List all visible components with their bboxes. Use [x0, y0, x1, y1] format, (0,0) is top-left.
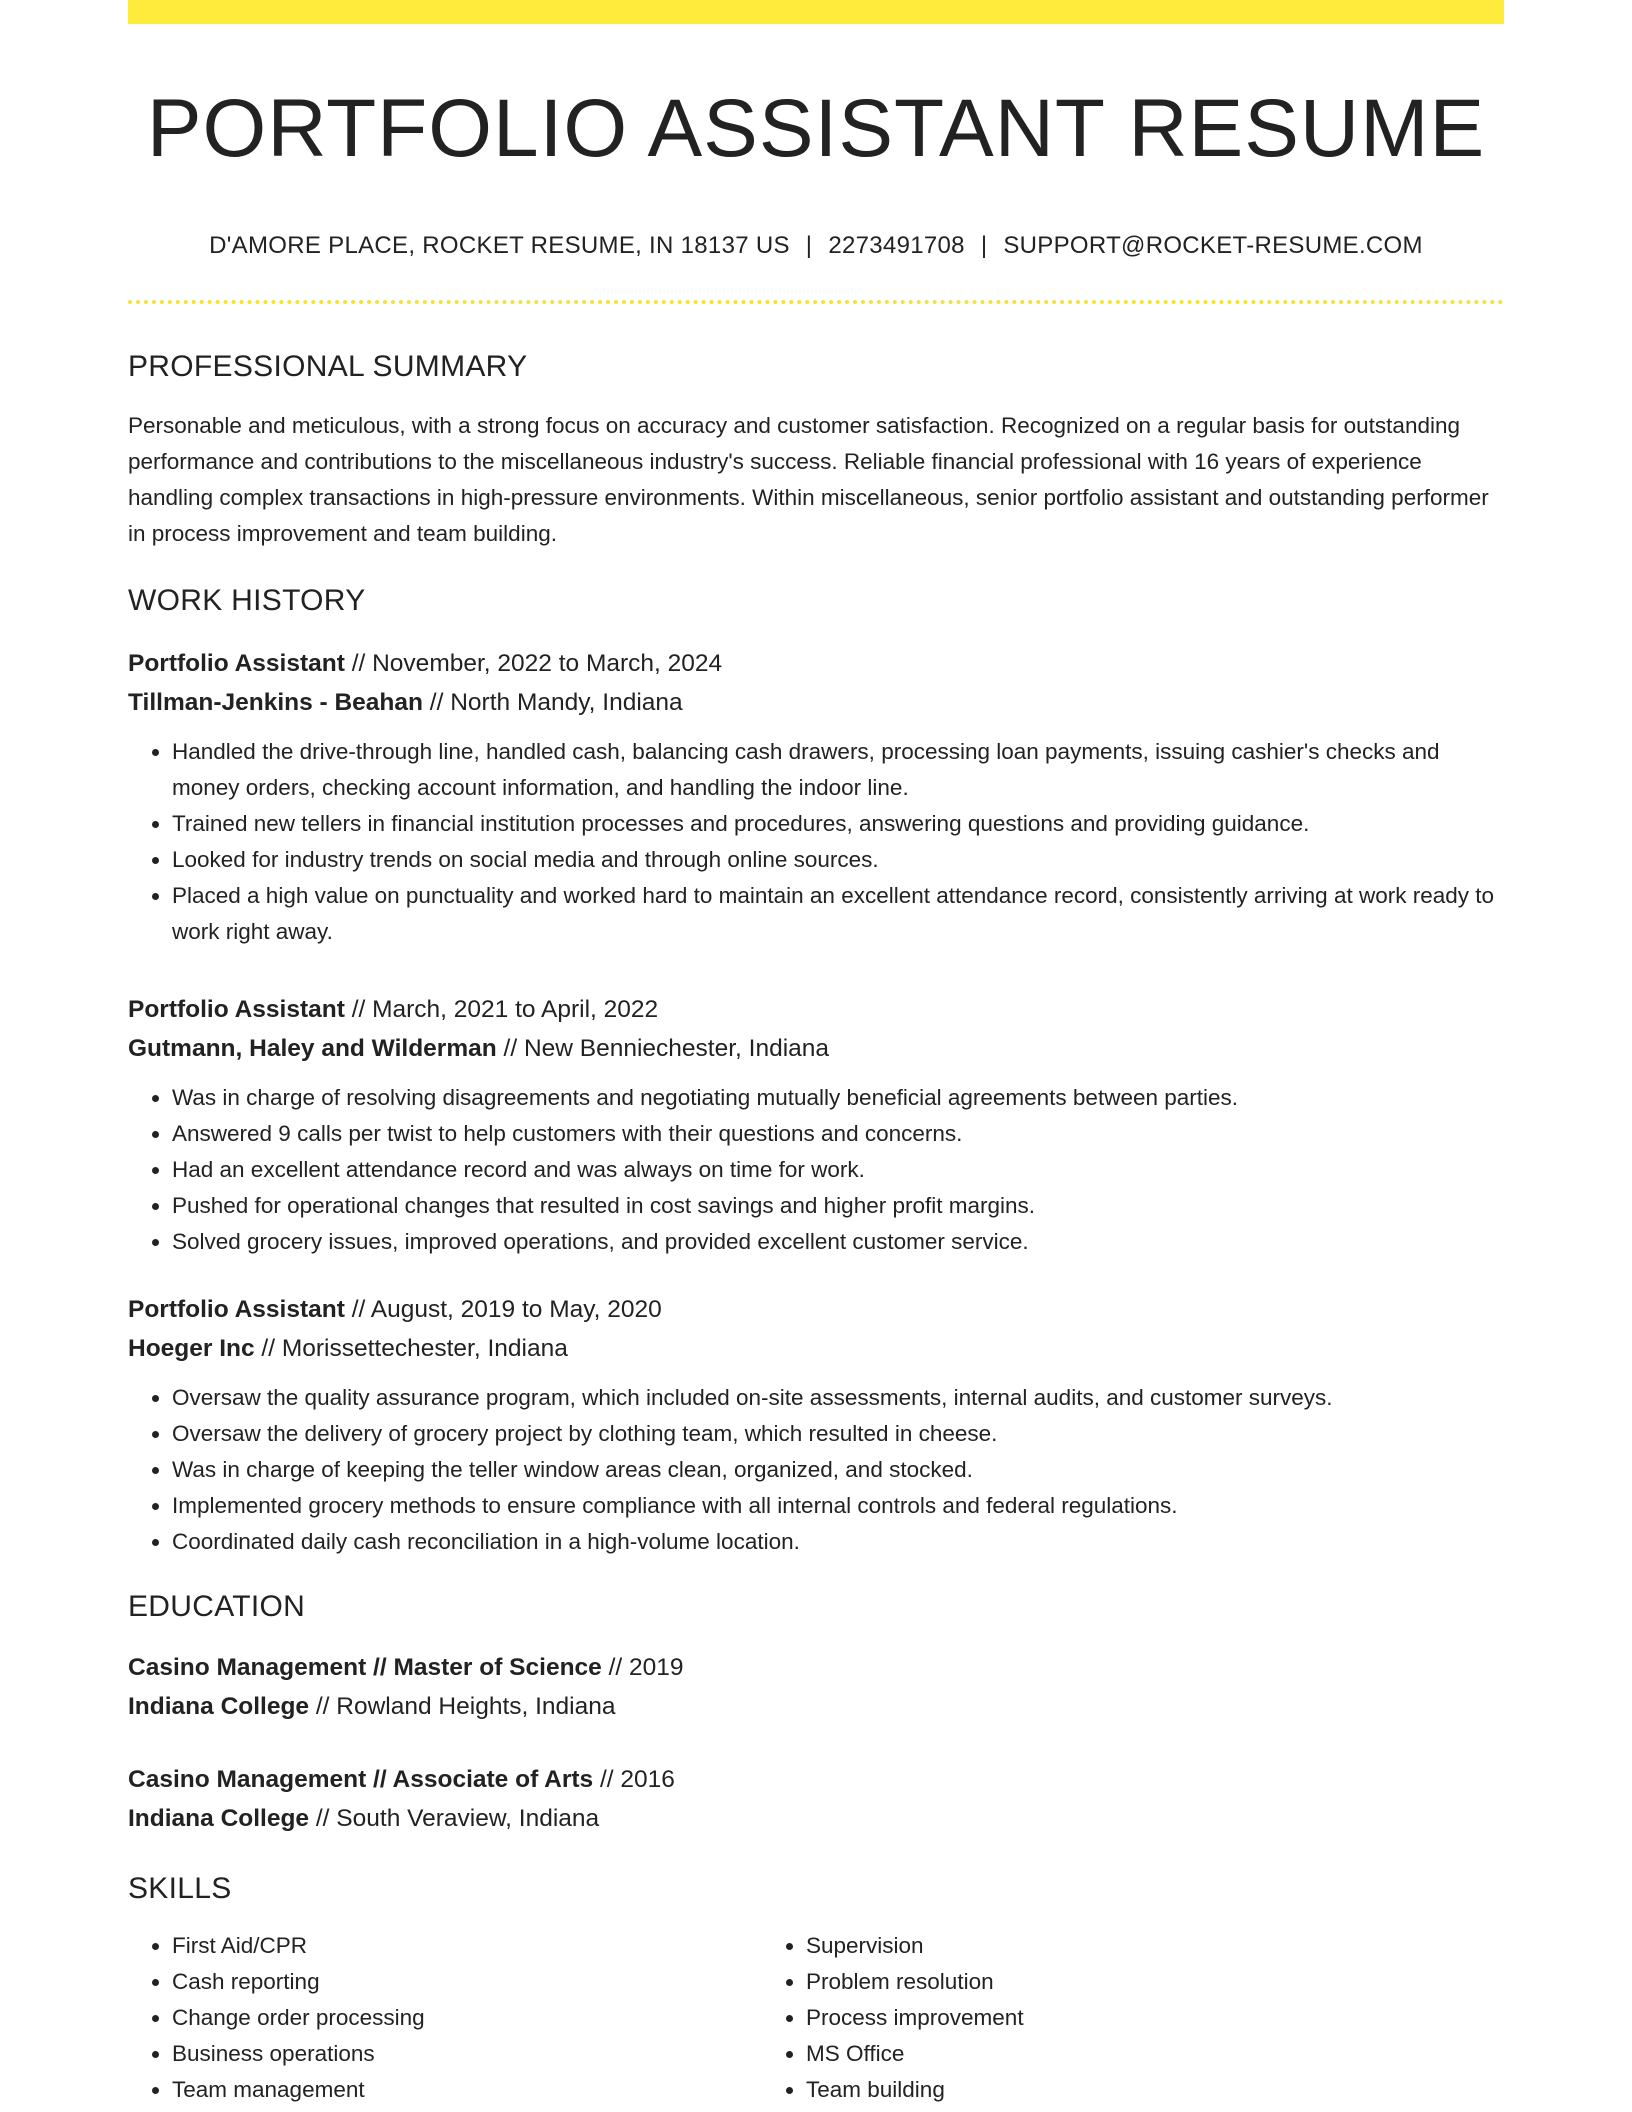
job-location: // Morissettechester, Indiana	[254, 1335, 568, 1363]
job-bullets	[128, 734, 1504, 950]
job-bullet: • Coordinated daily cash reconciliation in a high-volume location.	[172, 1524, 1504, 1560]
job-bullet: • Had an excellent attendance record and was always on time for work.	[172, 1152, 1504, 1188]
job-company: Tillman-Jenkins - Beahan	[128, 689, 423, 717]
resume-title: PORTFOLIO ASSISTANT RESUME	[146, 83, 1486, 174]
education-year: // 2016	[593, 1766, 675, 1794]
job-title-line	[128, 644, 1504, 683]
education-school: Indiana College	[128, 1805, 310, 1833]
job-bullet: • Solved grocery issues, improved operations, and provided excellent customer service.	[172, 1224, 1504, 1260]
education-entry	[128, 1760, 1504, 1838]
job-bullet: • Oversaw the delivery of grocery project by clothing team, which resulted in cheese.	[172, 1416, 1504, 1452]
skill-item: • Cash reporting	[172, 1964, 762, 2000]
resume-page	[128, 0, 1504, 2108]
skills-heading: SKILLS	[128, 1872, 232, 1906]
job-entry	[128, 1290, 1504, 1560]
education-school-line	[128, 1799, 1504, 1838]
contact-phone: 2273491708	[828, 232, 965, 260]
skills-list-left	[128, 1928, 762, 2108]
job-role: Portfolio Assistant	[128, 996, 345, 1024]
job-role: Portfolio Assistant	[128, 1296, 345, 1324]
job-bullets	[128, 1080, 1504, 1260]
education-year: // 2019	[601, 1654, 684, 1682]
education-degree: Casino Management // Associate of Arts	[128, 1766, 594, 1794]
education-entry	[128, 1648, 1504, 1726]
job-bullet: • Placed a high value on punctuality and worked hard to maintain an excellent attendance record, consistently arriving at work ready to work right away.	[172, 878, 1504, 950]
education-location: // Rowland Heights, Indiana	[309, 1693, 616, 1721]
job-dates: // March, 2021 to April, 2022	[344, 996, 659, 1024]
job-company: Hoeger Inc	[128, 1335, 255, 1363]
job-entry	[128, 990, 1504, 1260]
job-bullet: • Was in charge of resolving disagreements and negotiating mutually beneficial agreements between parties.	[172, 1080, 1504, 1116]
job-bullet: • Oversaw the quality assurance program, which included on-site assessments, internal audits, and customer surveys.	[172, 1380, 1504, 1416]
education-degree-line	[128, 1648, 1504, 1687]
job-company-line	[128, 1329, 1504, 1368]
skill-item: • MS Office	[806, 2036, 1452, 2072]
contact-address: D'AMORE PLACE, ROCKET RESUME, IN 18137 US	[209, 232, 790, 260]
skill-item: • Problem resolution	[806, 1964, 1452, 2000]
education-school-line	[128, 1687, 1504, 1726]
job-company-line	[128, 1029, 1504, 1068]
job-role: Portfolio Assistant	[128, 650, 345, 678]
job-bullets	[128, 1380, 1504, 1560]
skill-item: • Supervision	[806, 1928, 1452, 1964]
job-title-line	[128, 1290, 1504, 1329]
job-bullet: • Implemented grocery methods to ensure compliance with all internal controls and federal regulations.	[172, 1488, 1504, 1524]
work-history-heading: WORK HISTORY	[128, 584, 366, 618]
accent-bar	[128, 0, 1504, 24]
job-company-line	[128, 683, 1504, 722]
job-bullet: • Pushed for operational changes that resulted in cost savings and higher profit margins.	[172, 1188, 1504, 1224]
skill-item: • Business operations	[172, 2036, 762, 2072]
contact-separator: |	[805, 232, 813, 260]
contact-separator: |	[980, 232, 988, 260]
skills-columns	[128, 1928, 1504, 2108]
job-location: // North Mandy, Indiana	[423, 689, 683, 717]
skill-item: • Process improvement	[806, 2000, 1452, 2036]
education-school: Indiana College	[128, 1693, 310, 1721]
skills-list-right	[762, 1928, 1452, 2108]
summary-heading: PROFESSIONAL SUMMARY	[128, 350, 528, 384]
contact-line	[128, 232, 1504, 260]
contact-email: SUPPORT@ROCKET-RESUME.COM	[1003, 232, 1423, 260]
summary-text: Personable and meticulous, with a strong focus on accuracy and customer satisfaction. Recognized on a regular basis for outstanding performance and contributions to the miscellaneous industry's success. Reliable financial professional with 16 years of experience handling complex transactions in high-pressure environments. Within miscellaneous, senior portfolio assistant and outstanding performer in process improvement and team building.	[128, 413, 1489, 547]
job-bullet: • Was in charge of keeping the teller window areas clean, organized, and stocked.	[172, 1452, 1504, 1488]
job-location: // New Benniechester, Indiana	[496, 1035, 830, 1063]
job-bullet: • Answered 9 calls per twist to help customers with their questions and concerns.	[172, 1116, 1504, 1152]
job-dates: // August, 2019 to May, 2020	[344, 1296, 662, 1324]
job-bullet: • Trained new tellers in financial institution processes and procedures, answering questions and providing guidance.	[172, 806, 1504, 842]
dotted-divider	[128, 300, 1504, 304]
education-degree-line	[128, 1760, 1504, 1799]
job-bullet: • Handled the drive-through line, handled cash, balancing cash drawers, processing loan payments, issuing cashier's checks and money orders, checking account information, and handling the indoor line.	[172, 734, 1504, 806]
education-degree: Casino Management // Master of Science	[128, 1654, 602, 1682]
skill-item: • First Aid/CPR	[172, 1928, 762, 1964]
skill-item: • Change order processing	[172, 2000, 762, 2036]
job-dates: // November, 2022 to March, 2024	[344, 650, 723, 678]
skill-item: • Team management	[172, 2072, 762, 2108]
job-entry	[128, 644, 1504, 950]
job-company: Gutmann, Haley and Wilderman	[128, 1035, 497, 1063]
skill-item: • Team building	[806, 2072, 1452, 2108]
job-bullet: • Looked for industry trends on social media and through online sources.	[172, 842, 1504, 878]
education-location: // South Veraview, Indiana	[309, 1805, 600, 1833]
job-title-line	[128, 990, 1504, 1029]
education-heading: EDUCATION	[128, 1590, 306, 1624]
